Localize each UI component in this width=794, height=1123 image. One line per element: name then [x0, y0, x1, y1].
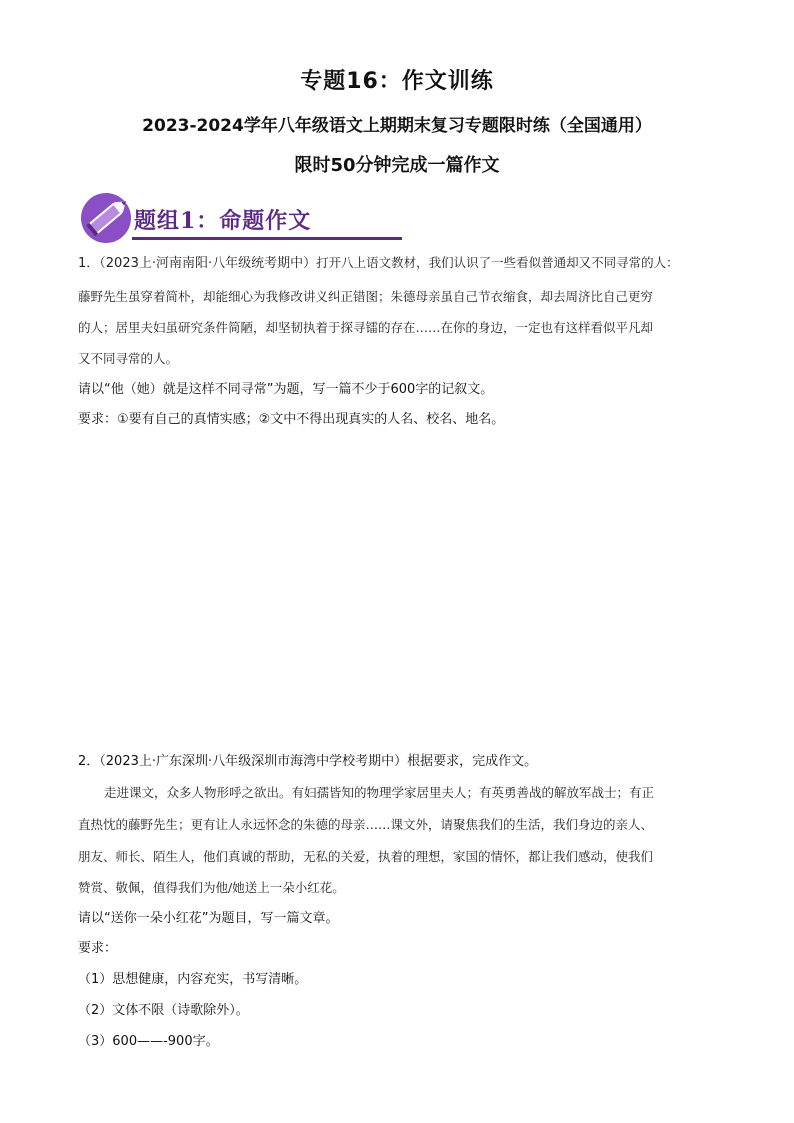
q1-requirement: 要求：①要有自己的真情实感；②文中不得出现真实的人名、校名、地名。: [78, 412, 505, 427]
q2-material-line-3: 朋友、师长、陌生人，他们真诚的帮助，无私的关爱，执着的理想，家国的情怀，都让我们感动，使我们: [78, 849, 654, 864]
q1-material-line-4: 又不同寻常的人。: [78, 351, 179, 366]
q2-prompt: 请以“送你一朵小红花”为题目，写一篇文章。: [78, 911, 339, 926]
q1-source: 1．（2023上·河南南阳·八年级统考期中）: [78, 256, 317, 271]
q2-requirement-3: （3）600——-900字。: [78, 1034, 219, 1049]
q1-material-line-3: 的人；居里夫妇虽研究条件简陋，却坚韧执着于探寻镭的存在……在你的身边，一定也有这样看似平凡却: [78, 320, 654, 335]
q2-requirement-1: （1）思想健康，内容充实，书写清晰。: [78, 972, 308, 987]
q2-source: 2．（2023上·广东深圳·八年级深圳市海湾中学校考期中）根据要求，完成作文。: [78, 754, 538, 769]
question-group-header: [80, 190, 340, 248]
q2-requirement-title: 要求：: [78, 941, 118, 956]
page-subtitle: 2023-2024学年八年级语文上期期末复习专题限时练（全国通用）: [142, 116, 652, 136]
q2-material-line-4: 赞赏、敬佩，值得我们为他/她送上一朵小红花。: [78, 880, 345, 895]
q2-material-line-2: 直热忱的藤野先生；更有让人永远怀念的朱德的母亲……课文外，请聚焦我们的生活，我们身边的亲人、: [78, 817, 654, 832]
page-title: 专题16：作文训练: [300, 69, 494, 94]
q2-material-line-1: 走进课文，众多人物形呼之欲出。有妇孺皆知的物理学家居里夫人；有英勇善战的解放军战士；有正: [104, 785, 655, 800]
q2-requirement-2: （2）文体不限（诗歌除外）。: [78, 1003, 249, 1018]
group-underline: [132, 237, 402, 240]
q1-material-line-2: 藤野先生虽穿着简朴，却能细心为我修改讲义纠正错图；朱德母亲虽自己节衣缩食，却去周济比自己更穷: [78, 289, 654, 304]
time-limit-heading: 限时50分钟完成一篇作文: [294, 155, 500, 176]
question-group-title: 题组1：命题作文: [134, 208, 312, 234]
q1-first-line: [78, 249, 718, 278]
pencil-icon: [80, 190, 136, 246]
q1-material-line-1: 打开八上语文教材，我们认识了一些看似普通却又不同寻常的人：: [316, 255, 679, 270]
q1-prompt: 请以“他（她）就是这样不同寻常”为题，写一篇不少于600字的记叙文。: [78, 382, 494, 397]
